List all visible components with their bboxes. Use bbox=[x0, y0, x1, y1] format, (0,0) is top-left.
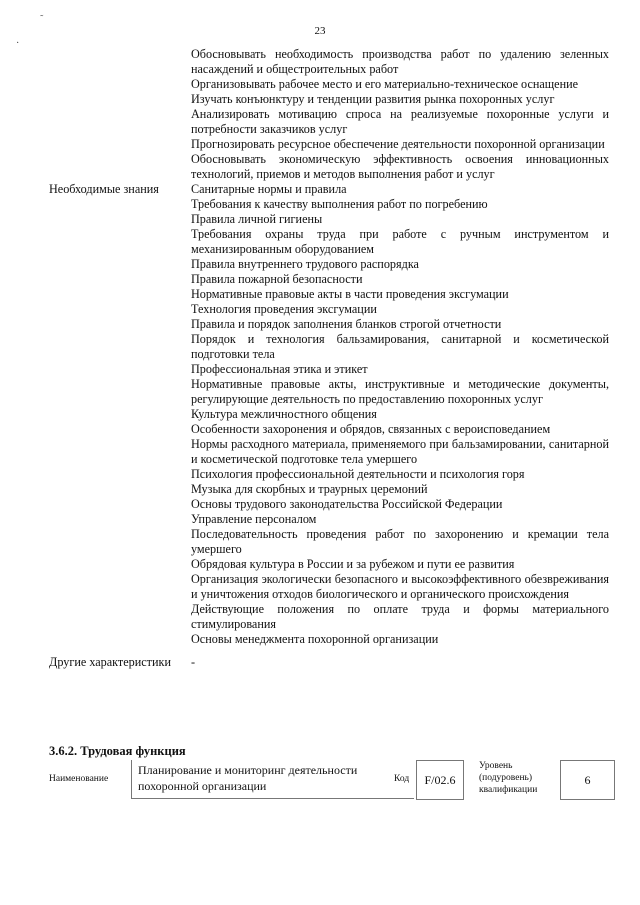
skill-item: Изучать конъюнктуру и тенденции развития рынка похоронных услуг bbox=[191, 92, 555, 106]
level-label: Уровень (подуровень) квалификации bbox=[479, 761, 538, 795]
skill-item: Организовывать рабочее место и его материально-техническое оснащение bbox=[191, 77, 579, 91]
skills-row bbox=[49, 47, 609, 182]
scan-dot: · bbox=[16, 38, 20, 49]
other-value: - bbox=[191, 655, 196, 669]
code-box bbox=[416, 760, 464, 800]
level-value: 6 bbox=[584, 773, 591, 787]
knowledge-item: Обрядовая культура в России и за рубежом и пути ее развития bbox=[191, 557, 515, 571]
function-header bbox=[49, 760, 615, 800]
skill-item: Обосновывать экономическую эффективность освоения инновационных технологий, приемов и методов выполнения работ и услуг bbox=[191, 152, 609, 181]
knowledge-item: Управление персоналом bbox=[191, 512, 317, 526]
knowledge-item: Нормативные правовые акты в части проведения эксгумации bbox=[191, 287, 509, 301]
knowledge-item: Нормативные правовые акты, инструктивные и методические документы, регулирующие деятельность по предоставлению похоронных услуг bbox=[191, 377, 609, 406]
level-box bbox=[560, 760, 615, 800]
knowledge-item: Технология проведения эксгумации bbox=[191, 302, 377, 316]
skills-list bbox=[191, 47, 609, 182]
skill-item: Прогнозировать ресурсное обеспечение деятельности похоронной организации bbox=[191, 137, 605, 151]
knowledge-item: Требования к качеству выполнения работ по погребению bbox=[191, 197, 488, 211]
knowledge-item: Последовательность проведения работ по захоронению и кремации тела умершего bbox=[191, 527, 609, 556]
knowledge-label: Необходимые знания bbox=[49, 182, 159, 196]
knowledge-item: Требования охраны труда при работе с ручным инструментом и механизированным оборудованием bbox=[191, 227, 609, 256]
knowledge-item: Порядок и технология бальзамирования, санитарной и косметической подготовки тела bbox=[191, 332, 609, 361]
knowledge-item: Профессиональная этика и этикет bbox=[191, 362, 368, 376]
knowledge-item: Психология профессиональной деятельности и психология горя bbox=[191, 467, 525, 481]
skill-item: Анализировать мотивацию спроса на реализуемые похоронные услуги и потребности заказчиков услуг bbox=[191, 107, 609, 136]
scan-mark: ˜ bbox=[40, 14, 44, 25]
other-row bbox=[49, 655, 609, 670]
knowledge-item: Особенности захоронения и обрядов, связанных с вероисповеданием bbox=[191, 422, 551, 436]
knowledge-item: Правила внутреннего трудового распорядка bbox=[191, 257, 419, 271]
knowledge-item: Основы трудового законодательства Российской Федерации bbox=[191, 497, 503, 511]
section-heading: 3.6.2. Трудовая функция bbox=[49, 744, 186, 758]
knowledge-item: Культура межличностного общения bbox=[191, 407, 377, 421]
page-number: 23 bbox=[314, 25, 326, 37]
code-value: F/02.6 bbox=[424, 773, 456, 787]
knowledge-item: Основы менеджмента похоронной организации bbox=[191, 632, 439, 646]
name-box bbox=[131, 760, 414, 799]
knowledge-item: Музыка для скорбных и траурных церемоний bbox=[191, 482, 428, 496]
knowledge-item: Правила и порядок заполнения бланков строгой отчетности bbox=[191, 317, 502, 331]
knowledge-list bbox=[191, 182, 609, 647]
knowledge-item: Санитарные нормы и правила bbox=[191, 182, 347, 196]
knowledge-item: Правила личной гигиены bbox=[191, 212, 323, 226]
name-label: Наименование bbox=[49, 774, 109, 784]
skill-item: Обосновывать необходимость производства работ по удалению зеленных насаждений и общестроительных работ bbox=[191, 47, 609, 76]
knowledge-item: Правила пожарной безопасности bbox=[191, 272, 363, 286]
code-label: Код bbox=[394, 774, 410, 784]
name-value: Планирование и мониторинг деятельности похоронной организации bbox=[138, 763, 358, 793]
knowledge-row bbox=[49, 182, 609, 647]
knowledge-item: Действующие положения по оплате труда и формы материального стимулирования bbox=[191, 602, 609, 631]
knowledge-item: Организация экологически безопасного и высокоэффективного обезвреживания и уничтожения отходов биологического и органического происхождения bbox=[191, 572, 609, 601]
other-label: Другие характеристики bbox=[49, 655, 171, 669]
knowledge-item: Нормы расходного материала, применяемого при бальзамировании, санитарной и косметической подготовке тела умершего bbox=[191, 437, 609, 466]
requirements-table bbox=[49, 47, 609, 670]
skills-label bbox=[49, 47, 191, 182]
